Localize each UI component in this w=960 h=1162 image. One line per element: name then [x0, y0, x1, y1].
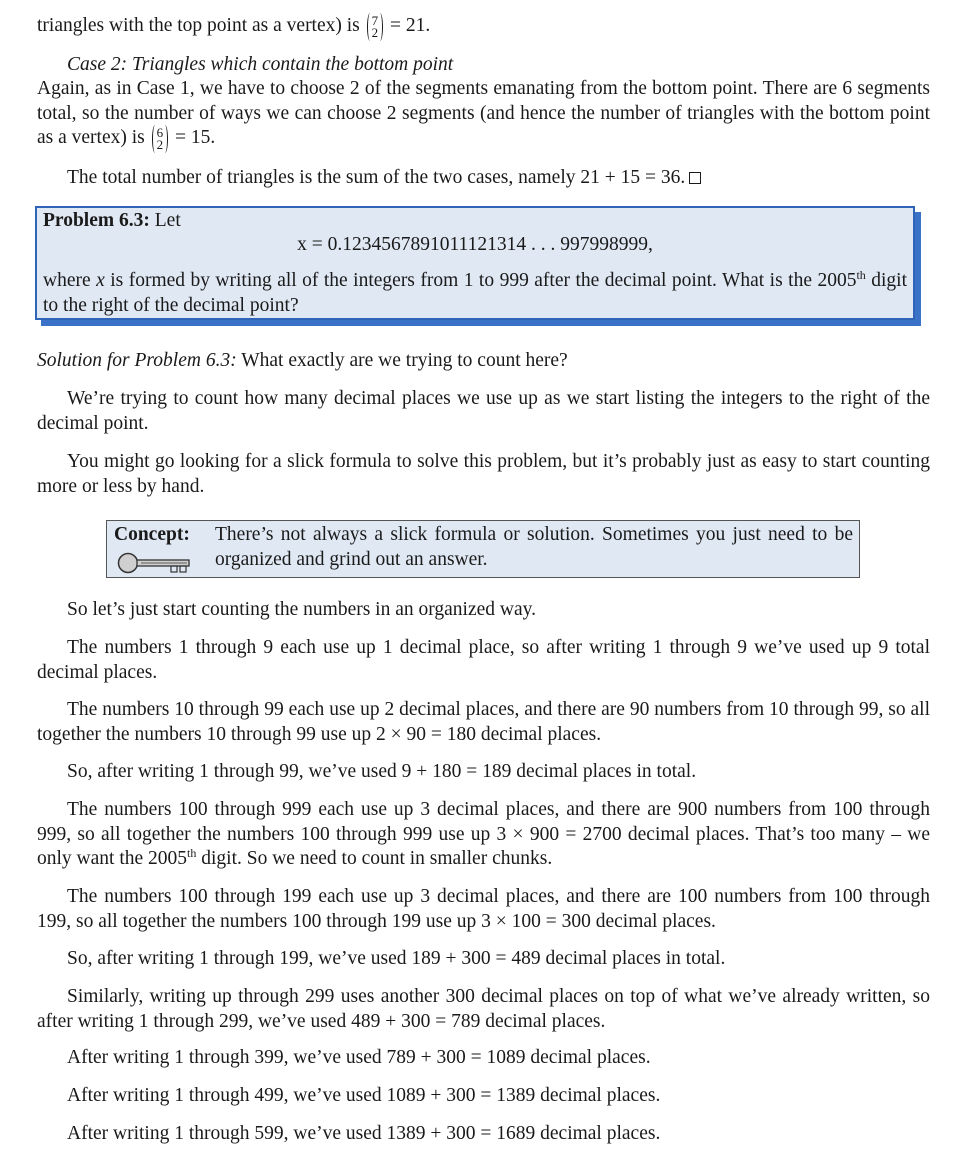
problem-label: Problem 6.3: [43, 210, 150, 231]
case1-text: triangles with the top point as a vertex) is [37, 15, 360, 36]
solution-heading-line [37, 349, 930, 374]
problem-lead: Let [154, 210, 181, 231]
concept-box [106, 520, 860, 578]
paragraph-11: After writing 1 through 399, we’ve used 789 + 300 = 1089 decimal places. [67, 1047, 651, 1068]
qed-square-icon [689, 172, 701, 184]
case2-paragraph: Again, as in Case 1, we have to choose 2 of the segments emanating from the bottom point. There are 6 segments total, so the number of ways we can choose 2 segments (and hence the number of triangles with the bottom point as a vertex) is 6 2 = 15. [37, 78, 930, 152]
paragraph-8: The numbers 100 through 199 each use up 3 decimal places, and there are 100 numbers from 100 through 199, so all together the numbers 100 through 199 use up 3 × 100 = 300 decimal places. [37, 886, 930, 932]
problem-equation: x = 0.1234567891011121314 . . . 997998999, [297, 234, 653, 255]
case2-heading: Case 2: Triangles which contain the bottom point [67, 54, 454, 75]
problem-statement: where x is formed by writing all of the integers from 1 to 999 after the decimal point. What is the 2005th digit to the right of the decimal point? [43, 268, 908, 316]
concept-text: There’s not always a slick formula or solution. Sometimes you just need to be organized and grind out an answer. [215, 524, 853, 570]
paragraph-6: So, after writing 1 through 99, we’ve used 9 + 180 = 189 decimal places in total. [67, 761, 697, 782]
total-paragraph: The total number of triangles is the sum of the two cases, namely 21 + 15 = 36. [37, 166, 930, 191]
concept-label: Concept: [114, 524, 190, 545]
paragraph-13: After writing 1 through 599, we’ve used 1389 + 300 = 1689 decimal places. [67, 1123, 661, 1144]
paragraph-3: So let’s just start counting the numbers in an organized way. [67, 599, 536, 620]
paragraph-2: You might go looking for a slick formula to solve this problem, but it’s probably just as easy to start counting more or less by hand. [37, 451, 930, 497]
paragraph-12: After writing 1 through 499, we’ve used 1089 + 300 = 1389 decimal places. [67, 1085, 661, 1106]
solution-heading: Solution for Problem 6.3: [37, 350, 237, 371]
problem-box [35, 206, 915, 320]
paragraph-1: We’re trying to count how many decimal places we use up as we start listing the integers to the right of the decimal point. [37, 388, 930, 434]
solution-question: What exactly are we trying to count here? [241, 350, 568, 371]
paragraph-5: The numbers 10 through 99 each use up 2 decimal places, and there are 90 numbers from 10 through 99, so all together the numbers 10 through 99 use up 2 × 90 = 180 decimal places. [37, 699, 930, 745]
paragraph-10: Similarly, writing up through 299 uses another 300 decimal places on top of what we’ve already written, so after writing 1 through 299, we’ve used 489 + 300 = 789 decimal places. [37, 986, 930, 1032]
paragraph-4: The numbers 1 through 9 each use up 1 decimal place, so after writing 1 through 9 we’ve used up 9 total decimal places. [37, 637, 930, 683]
binomial-7-2: 7 2 [367, 15, 384, 39]
case1-conclusion [37, 14, 930, 39]
binomial-6-2: 6 2 [152, 127, 169, 151]
key-icon [117, 551, 195, 575]
paragraph-9: So, after writing 1 through 199, we’ve used 189 + 300 = 489 decimal places in total. [67, 948, 726, 969]
case1-result: = 21. [390, 15, 431, 36]
paragraph-7: The numbers 100 through 999 each use up 3 decimal places, and there are 900 numbers from 100 through 999, so all together the numbers 100 through 999 use up 3 × 900 = 2700 decimal places. That’s too many – we only want the 2005th digit. So we need to count in smaller chunks. [37, 799, 930, 869]
